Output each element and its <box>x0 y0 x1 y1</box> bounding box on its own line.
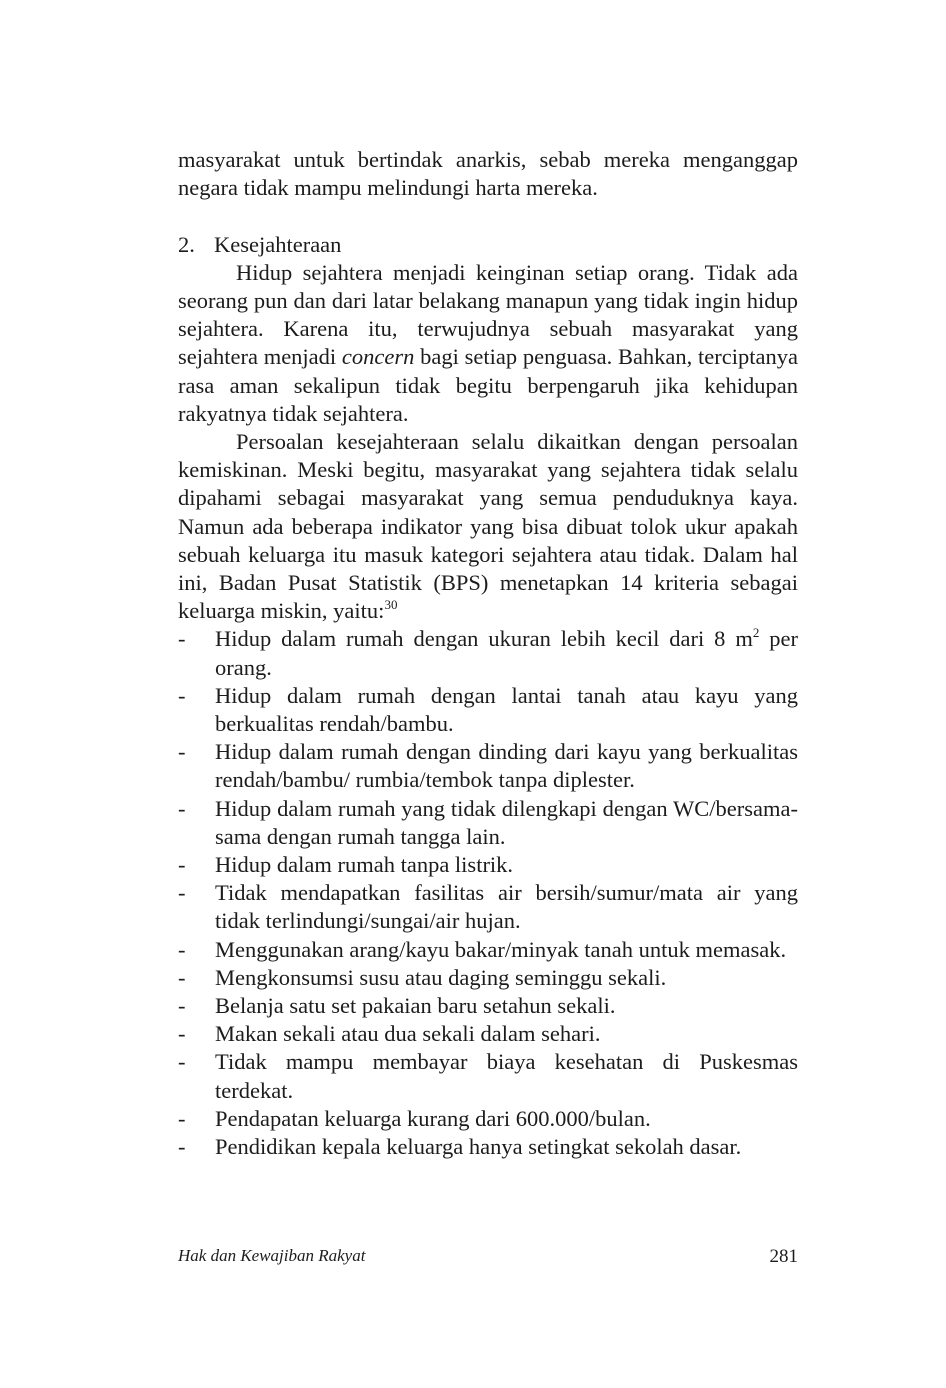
list-bullet: - <box>178 964 186 990</box>
list-bullet: - <box>178 626 186 652</box>
poverty-criteria-list <box>178 625 798 1161</box>
squared-superscript: 2 <box>752 625 760 641</box>
list-item <box>178 1105 798 1133</box>
list-item-text: Menggunakan arang/kayu bakar/minyak tanah untuk memasak. <box>215 936 787 962</box>
list-bullet: - <box>178 739 186 765</box>
list-item <box>178 738 798 794</box>
list-item <box>178 851 798 879</box>
book-title: Hak dan Kewajiban Rakyat <box>178 1246 366 1265</box>
page-number: 281 <box>769 1246 798 1267</box>
list-item-text: Tidak mendapatkan fasilitas air bersih/sumur/mata air yang tidak terlindungi/sungai/air hujan. <box>215 880 798 934</box>
list-bullet: - <box>178 936 186 962</box>
list-item-text: Hidup dalam rumah dengan lantai tanah atau kayu yang berkualitas rendah/bambu. <box>215 682 798 737</box>
list-bullet: - <box>178 1134 186 1160</box>
footnote-reference: 30 <box>384 597 398 613</box>
list-bullet: - <box>178 682 186 708</box>
page-body <box>178 146 798 1161</box>
concern-term: concern <box>341 344 415 370</box>
list-item <box>178 936 798 964</box>
list-item-text-end: per orang. <box>215 626 799 680</box>
list-item <box>178 964 798 992</box>
list-item-text: Hidup dalam rumah dengan ukuran lebih kecil dari 8 m <box>215 626 753 652</box>
spacer <box>178 202 798 230</box>
list-item <box>178 1020 798 1048</box>
list-item-text: Mengkonsumsi susu atau daging seminggu sekali. <box>215 964 667 990</box>
list-item-text: Hidup dalam rumah tanpa listrik. <box>215 852 514 878</box>
list-bullet: - <box>178 1021 186 1047</box>
list-item-text: Hidup dalam rumah dengan dinding dari kayu yang berkualitas rendah/bambu/ rumbia/tembok tanpa diplester. <box>215 739 798 793</box>
list-bullet: - <box>178 795 186 821</box>
paragraph-welfare <box>178 259 798 428</box>
list-item <box>178 992 798 1020</box>
list-item <box>178 795 798 851</box>
list-item-text: Tidak mampu membayar biaya kesehatan di Puskesmas terdekat. <box>215 1049 798 1103</box>
page-footer <box>178 1246 798 1268</box>
list-item <box>178 625 798 681</box>
list-item-text: Pendidikan kepala keluarga hanya setingkat sekolah dasar. <box>215 1134 742 1160</box>
list-bullet: - <box>178 993 186 1019</box>
list-item <box>178 1133 798 1161</box>
list-bullet: - <box>178 852 186 878</box>
list-item <box>178 1048 798 1104</box>
paragraph-poverty-text: Persoalan kesejahteraan selalu dikaitkan dengan persoalan kemiskinan. Meski begitu, masyarakat yang sejahtera tidak selalu dipahami sebagai masyarakat yang semua penduduknya kaya. Namun ada beberapa indikator yang bisa dibuat tolok ukur apakah sebuah keluarga itu masuk kategori sejahtera atau tidak. Dalam hal ini, Badan Pusat Statistik (BPS) menetapkan 14 kriteria sebagai keluarga miskin, yaitu: <box>178 429 798 624</box>
list-item-text: Pendapatan keluarga kurang dari 600.000/bulan. <box>215 1105 651 1131</box>
section-title: Kesejahteraan <box>214 231 342 257</box>
section-number: 2. <box>178 231 195 257</box>
list-bullet: - <box>178 880 186 906</box>
intro-paragraph: masyarakat untuk bertindak anarkis, sebab mereka menganggap negara tidak mampu melindungi harta mereka. <box>178 147 798 201</box>
list-item-text: Hidup dalam rumah yang tidak dilengkapi dengan WC/bersama-sama dengan rumah tangga lain. <box>215 795 798 849</box>
list-bullet: - <box>178 1049 186 1075</box>
list-item <box>178 682 798 738</box>
paragraph-welfare-text-start: Hidup sejahtera menjadi keinginan setiap orang. Tidak ada seorang pun dan dari latar belakang manapun yang tidak ingin hidup sejahtera. Karena itu, terwujudnya sebuah masyarakat yang sejahtera menjadi <box>178 259 798 370</box>
section-heading <box>178 231 798 259</box>
paragraph-welfare-text-end: bagi setiap penguasa. Bahkan, terciptanya rasa aman sekalipun tidak begitu berpengaruh jika kehidupan rakyatnya tidak sejahtera. <box>178 344 798 426</box>
list-bullet: - <box>178 1105 186 1131</box>
paragraph-poverty <box>178 428 798 625</box>
list-item-text: Belanja satu set pakaian baru setahun sekali. <box>215 993 616 1019</box>
list-item-text: Makan sekali atau dua sekali dalam sehari. <box>215 1021 601 1047</box>
list-item <box>178 879 798 935</box>
